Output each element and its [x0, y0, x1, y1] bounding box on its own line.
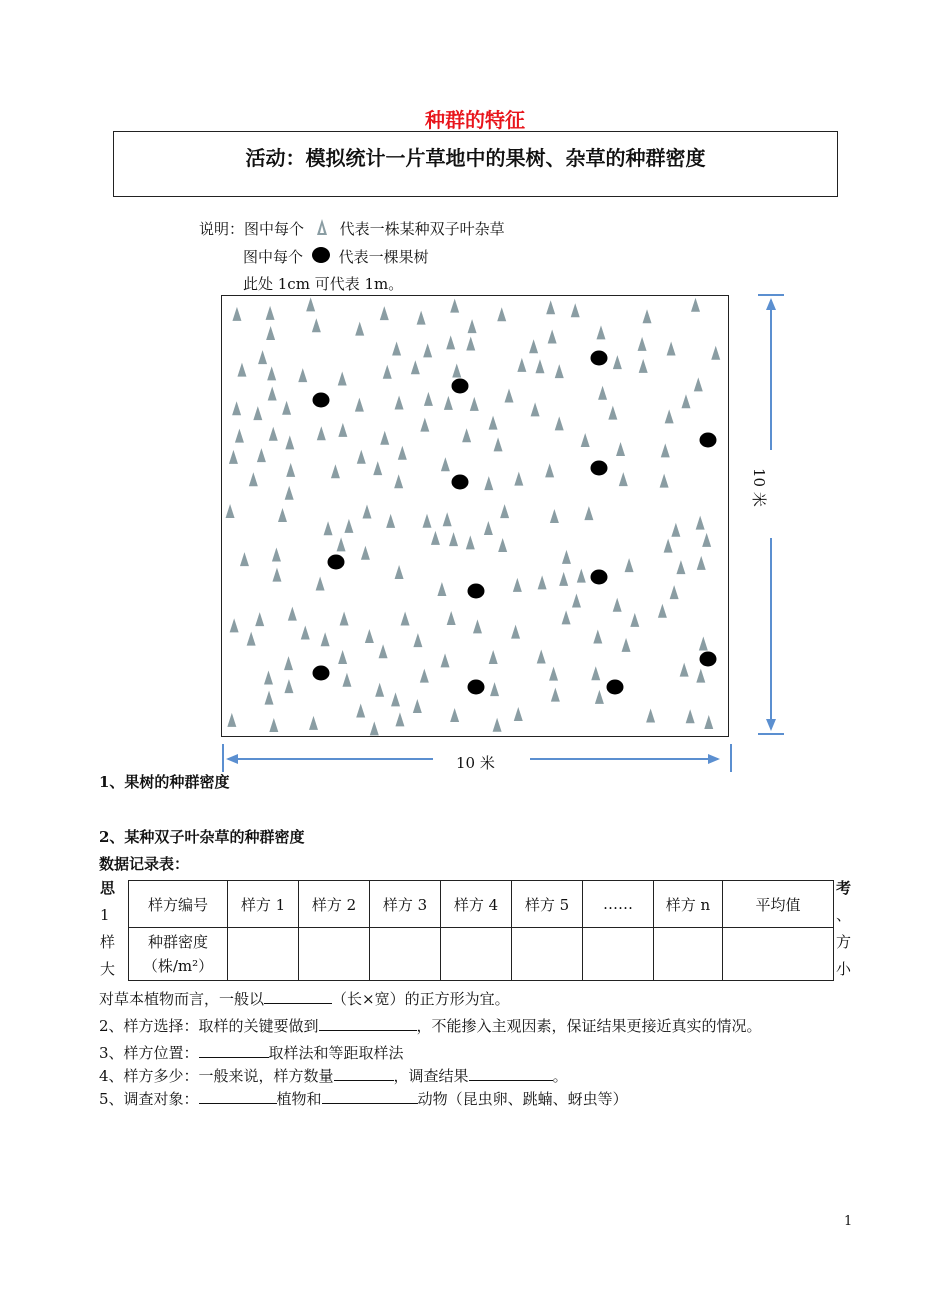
grass-triangle: [370, 721, 379, 735]
grass-triangle: [572, 594, 581, 608]
table-cell: [583, 928, 654, 981]
table-cell: [441, 928, 512, 981]
grass-triangle: [229, 450, 238, 464]
grass-triangle: [257, 448, 266, 462]
grass-triangle: [392, 342, 401, 356]
grass-triangle: [450, 708, 459, 722]
grass-triangle: [391, 692, 400, 706]
grass-triangle: [282, 401, 291, 415]
grass-triangle: [595, 690, 604, 704]
legend-suffix: 代表一株某种双子叶杂草: [339, 220, 505, 238]
grass-triangle: [546, 300, 555, 314]
grass-triangle: [562, 610, 571, 624]
legend-suffix: 代表一棵果树: [338, 248, 429, 266]
side-text-right: [836, 875, 851, 983]
grass-triangle: [355, 322, 364, 336]
grass-triangle: [699, 636, 708, 650]
text: 3、样方位置：: [99, 1044, 199, 1062]
grass-triangle: [284, 679, 293, 693]
grass-triangle: [317, 426, 326, 440]
grass-triangle: [422, 514, 431, 528]
grass-triangle: [285, 435, 294, 449]
data-record-table: [128, 880, 834, 981]
grass-triangle: [484, 476, 493, 490]
table-row: [129, 928, 834, 981]
grass-triangle: [230, 618, 239, 632]
fruit-tree-dot: [328, 555, 345, 570]
grass-triangle: [551, 688, 560, 702]
grass-triangle: [237, 363, 246, 377]
line-3: [99, 1042, 404, 1063]
text: 植物和: [276, 1090, 322, 1108]
grass-triangle: [468, 319, 477, 333]
legend-line-1: [199, 217, 505, 239]
table-cell: [654, 928, 723, 981]
row-label-cell: [129, 928, 228, 981]
grass-triangle: [550, 509, 559, 523]
grass-triangle: [255, 612, 264, 626]
page-number: 1: [844, 1214, 853, 1229]
scale-note: 此处 1cm 可代表 1m。: [243, 275, 404, 293]
grass-triangle: [466, 337, 475, 351]
grass-triangle: [616, 442, 625, 456]
grass-triangle: [380, 306, 389, 320]
grass-triangle: [489, 650, 498, 664]
side-char: 、: [836, 906, 852, 924]
grass-triangle: [249, 472, 258, 486]
grass-triangle: [417, 311, 426, 325]
grass-triangle: [232, 307, 241, 321]
blank-field[interactable]: [322, 1089, 418, 1104]
grass-triangle: [537, 650, 546, 664]
grass-triangle: [619, 472, 628, 486]
grass-triangle: [676, 560, 685, 574]
grass-triangle: [373, 461, 382, 475]
grass-triangle: [272, 568, 281, 582]
question-1: 1、果树的种群密度: [99, 773, 230, 791]
table-header-cell: 样方 5: [512, 881, 583, 928]
text: ，调查结果: [393, 1067, 469, 1085]
fruit-tree-dot: [452, 379, 469, 394]
table-cell: [723, 928, 834, 981]
grass-triangle: [450, 299, 459, 313]
grass-triangle: [269, 718, 278, 732]
table-header-cell: 样方编号: [129, 881, 228, 928]
grass-triangle: [398, 446, 407, 460]
grass-triangle: [395, 712, 404, 726]
grass-triangle: [593, 630, 602, 644]
grass-triangle: [548, 330, 557, 344]
table-header-cell: 样方 1: [228, 881, 299, 928]
blank-field[interactable]: [199, 1089, 277, 1104]
table-cell: [228, 928, 299, 981]
fruit-tree-dot: [700, 652, 717, 667]
grass-triangle: [497, 307, 506, 321]
text: 。: [552, 1067, 568, 1085]
text: ，不能掺入主观因素，保证结果更接近真实的情况。: [416, 1017, 762, 1035]
grass-triangle: [356, 703, 365, 717]
question-2: 2、某种双子叶杂草的种群密度: [99, 828, 305, 846]
grass-triangle: [312, 318, 321, 332]
grass-triangle: [697, 556, 706, 570]
grass-triangle: [577, 569, 586, 583]
text: 4、样方多少：一般来说，样方数量: [99, 1067, 334, 1085]
legend-prefix: 说明：图中每个: [199, 220, 305, 238]
grass-triangle: [452, 364, 461, 378]
side-char: 方: [836, 933, 852, 951]
grass-triangle: [272, 548, 281, 562]
grass-triangle: [344, 519, 353, 533]
grass-triangle: [630, 613, 639, 627]
side-char: 大: [100, 960, 116, 978]
grass-triangle: [598, 386, 607, 400]
grass-triangle: [441, 457, 450, 471]
fruit-tree-dot: [468, 680, 485, 695]
grass-triangle: [555, 416, 564, 430]
side-char: 样: [100, 933, 116, 951]
table-header-cell: 样方 n: [654, 881, 723, 928]
grass-triangle: [549, 667, 558, 681]
grass-triangle: [466, 535, 475, 549]
grass-triangle: [658, 604, 667, 618]
grass-triangle: [420, 669, 429, 683]
grass-triangle: [284, 656, 293, 670]
grass-triangle: [665, 409, 674, 423]
page-title: 种群的特征: [425, 108, 525, 132]
grass-triangle: [681, 394, 690, 408]
fruit-tree-dot: [607, 680, 624, 695]
height-label: 10 米: [750, 468, 768, 507]
grass-triangle: [696, 669, 705, 683]
side-char: 小: [836, 960, 852, 978]
grass-triangle: [608, 406, 617, 420]
grass-triangle: [338, 372, 347, 386]
height-dimension: [750, 290, 790, 740]
table-cell: [299, 928, 370, 981]
grass-triangle: [278, 508, 287, 522]
grass-triangle: [514, 707, 523, 721]
blank-field[interactable]: [319, 1016, 417, 1031]
grass-triangle: [395, 565, 404, 579]
grass-triangle: [625, 558, 634, 572]
grass-triangle: [266, 326, 275, 340]
grass-triangle: [288, 607, 297, 621]
side-char: 1: [100, 906, 110, 924]
grass-triangle: [494, 437, 503, 451]
grass-triangle: [420, 418, 429, 432]
grass-triangle: [411, 360, 420, 374]
grass-triangle: [247, 632, 256, 646]
grass-triangle: [505, 389, 514, 403]
table-header-cell: 样方 4: [441, 881, 512, 928]
grass-triangle: [562, 550, 571, 564]
grass-triangle: [331, 464, 340, 478]
grass-triangle: [517, 358, 526, 372]
grass-triangle: [704, 715, 713, 729]
grass-triangle: [555, 364, 564, 378]
legend-line-2: [243, 245, 429, 267]
grass-triangle: [581, 433, 590, 447]
side-text-left: [100, 875, 115, 983]
side-char: 思: [100, 879, 116, 897]
blank-field[interactable]: [264, 989, 332, 1004]
grass-triangle: [265, 691, 274, 705]
grass-triangle: [696, 516, 705, 530]
fruit-tree-dot: [468, 584, 485, 599]
grass-triangle: [622, 638, 631, 652]
grass-triangle: [529, 339, 538, 353]
grass-triangle: [232, 401, 241, 415]
fruit-tree-dot: [591, 570, 608, 585]
grass-triangle: [423, 343, 432, 357]
table-header-cell: 样方 3: [370, 881, 441, 928]
triangle-icon: [309, 217, 335, 237]
fruit-tree-dot: [591, 351, 608, 366]
grass-triangle: [301, 625, 310, 639]
grass-triangle: [444, 396, 453, 410]
blank-field[interactable]: [469, 1066, 553, 1081]
grass-triangle: [365, 629, 374, 643]
grass-triangle: [667, 342, 676, 356]
grass-triangle: [449, 532, 458, 546]
row-label-line: 种群密度: [147, 933, 208, 951]
grass-triangle: [664, 539, 673, 553]
grass-triangle: [298, 368, 307, 382]
grass-triangle: [266, 306, 275, 320]
grass-triangle: [545, 463, 554, 477]
grass-triangle: [285, 486, 294, 500]
grass-triangle: [489, 416, 498, 430]
grass-triangle: [383, 365, 392, 379]
grass-triangle: [686, 709, 695, 723]
fruit-tree-dot: [313, 666, 330, 681]
grass-triangle: [424, 392, 433, 406]
grass-triangle: [338, 650, 347, 664]
grass-triangle: [691, 298, 700, 312]
line-2: [99, 1015, 762, 1036]
grass-triangle: [226, 504, 235, 518]
grass-triangle: [441, 653, 450, 667]
text: 取样法和等距取样法: [268, 1044, 404, 1062]
grass-triangle: [484, 521, 493, 535]
grass-triangle: [513, 578, 522, 592]
grass-triangle: [446, 335, 455, 349]
grass-triangle: [338, 423, 347, 437]
grass-triangle: [462, 428, 471, 442]
grass-triangle: [613, 598, 622, 612]
grass-triangle: [375, 683, 384, 697]
line-4: [99, 1065, 568, 1086]
table-header-row: [129, 881, 834, 928]
grass-triangle: [531, 402, 540, 416]
text: 动物（昆虫卵、跳蝻、蚜虫等）: [417, 1090, 628, 1108]
fruit-tree-dot: [452, 475, 469, 490]
grass-triangle: [379, 644, 388, 658]
grass-triangle: [321, 632, 330, 646]
grass-triangle: [596, 325, 605, 339]
legend-prefix: 图中每个: [243, 248, 304, 266]
grass-triangle: [638, 337, 647, 351]
table-cell: [512, 928, 583, 981]
activity-box: [113, 131, 838, 197]
text: 2、样方选择：取样的关键要做到: [99, 1017, 319, 1035]
grass-triangle: [443, 512, 452, 526]
grass-triangle: [413, 699, 422, 713]
table-header-cell: 平均值: [723, 881, 834, 928]
grass-triangle: [264, 671, 273, 685]
grass-triangle: [235, 429, 244, 443]
grass-triangle: [671, 523, 680, 537]
grass-triangle: [401, 611, 410, 625]
grass-triangle: [394, 474, 403, 488]
grass-triangle: [227, 713, 236, 727]
table-header-cell: 样方 2: [299, 881, 370, 928]
grass-triangle: [269, 427, 278, 441]
grass-triangle: [337, 537, 346, 551]
grass-triangle: [584, 506, 593, 520]
blank-field[interactable]: [334, 1066, 394, 1081]
table-cell: [370, 928, 441, 981]
grass-triangle: [413, 633, 422, 647]
text: （长×宽）的正方形为宜。: [332, 990, 510, 1008]
grass-triangle: [591, 666, 600, 680]
table-caption: 数据记录表：: [99, 855, 190, 873]
grass-triangle: [493, 718, 502, 732]
line-5: [99, 1088, 628, 1109]
grass-triangle: [670, 585, 679, 599]
grass-triangle: [361, 546, 370, 560]
grass-triangle: [498, 538, 507, 552]
width-label: 10 米: [456, 754, 495, 772]
text: 对草本植物而言，一般以: [99, 990, 265, 1008]
fruit-tree-dot: [700, 433, 717, 448]
grass-triangle: [306, 297, 315, 311]
grass-triangle: [613, 355, 622, 369]
text: 5、调查对象：: [99, 1090, 199, 1108]
grass-triangle: [362, 505, 371, 519]
fruit-tree-dot: [313, 393, 330, 408]
grass-triangle: [258, 350, 267, 364]
row-label-line: （株/m²）: [142, 957, 214, 975]
grass-triangle: [639, 359, 648, 373]
grass-triangle: [240, 552, 249, 566]
grass-triangle: [500, 504, 509, 518]
grass-triangle: [267, 366, 276, 380]
grass-triangle: [447, 611, 456, 625]
grass-triangle: [473, 619, 482, 633]
grass-triangle: [514, 472, 523, 486]
grass-triangle: [268, 386, 277, 400]
grass-triangle: [253, 406, 262, 420]
grass-triangle: [342, 673, 351, 687]
grass-triangle: [711, 346, 720, 360]
grass-triangle: [694, 377, 703, 391]
line-1: [99, 988, 510, 1009]
grass-triangle: [571, 303, 580, 317]
grass-triangle: [538, 575, 547, 589]
grass-triangle: [661, 443, 670, 457]
dot-icon: [308, 245, 334, 265]
grass-triangle: [660, 474, 669, 488]
grass-triangle: [309, 716, 318, 730]
grass-triangle: [470, 397, 479, 411]
grass-triangle: [286, 463, 295, 477]
table-header-cell: ……: [583, 881, 654, 928]
grass-triangle: [490, 682, 499, 696]
grass-triangle: [437, 582, 446, 596]
grass-triangle: [355, 398, 364, 412]
grass-triangle: [316, 576, 325, 590]
grass-triangle: [380, 431, 389, 445]
grass-triangle: [386, 514, 395, 528]
grass-triangle: [680, 663, 689, 677]
grass-triangle: [646, 709, 655, 723]
side-char: 考: [836, 879, 852, 897]
grass-triangle: [357, 450, 366, 464]
grass-triangle: [340, 611, 349, 625]
grass-triangle: [559, 572, 568, 586]
fruit-tree-dot: [591, 461, 608, 476]
grass-triangle: [395, 395, 404, 409]
field-figure: [221, 295, 729, 737]
field-canvas: [222, 296, 730, 738]
grass-triangle: [431, 531, 440, 545]
grass-triangle: [702, 533, 711, 547]
blank-field[interactable]: [199, 1043, 269, 1058]
activity-title: 活动：模拟统计一片草地中的果树、杂草的种群密度: [245, 146, 706, 170]
grass-triangle: [535, 359, 544, 373]
grass-triangle: [511, 625, 520, 639]
grass-triangle: [643, 309, 652, 323]
grass-triangle: [324, 521, 333, 535]
